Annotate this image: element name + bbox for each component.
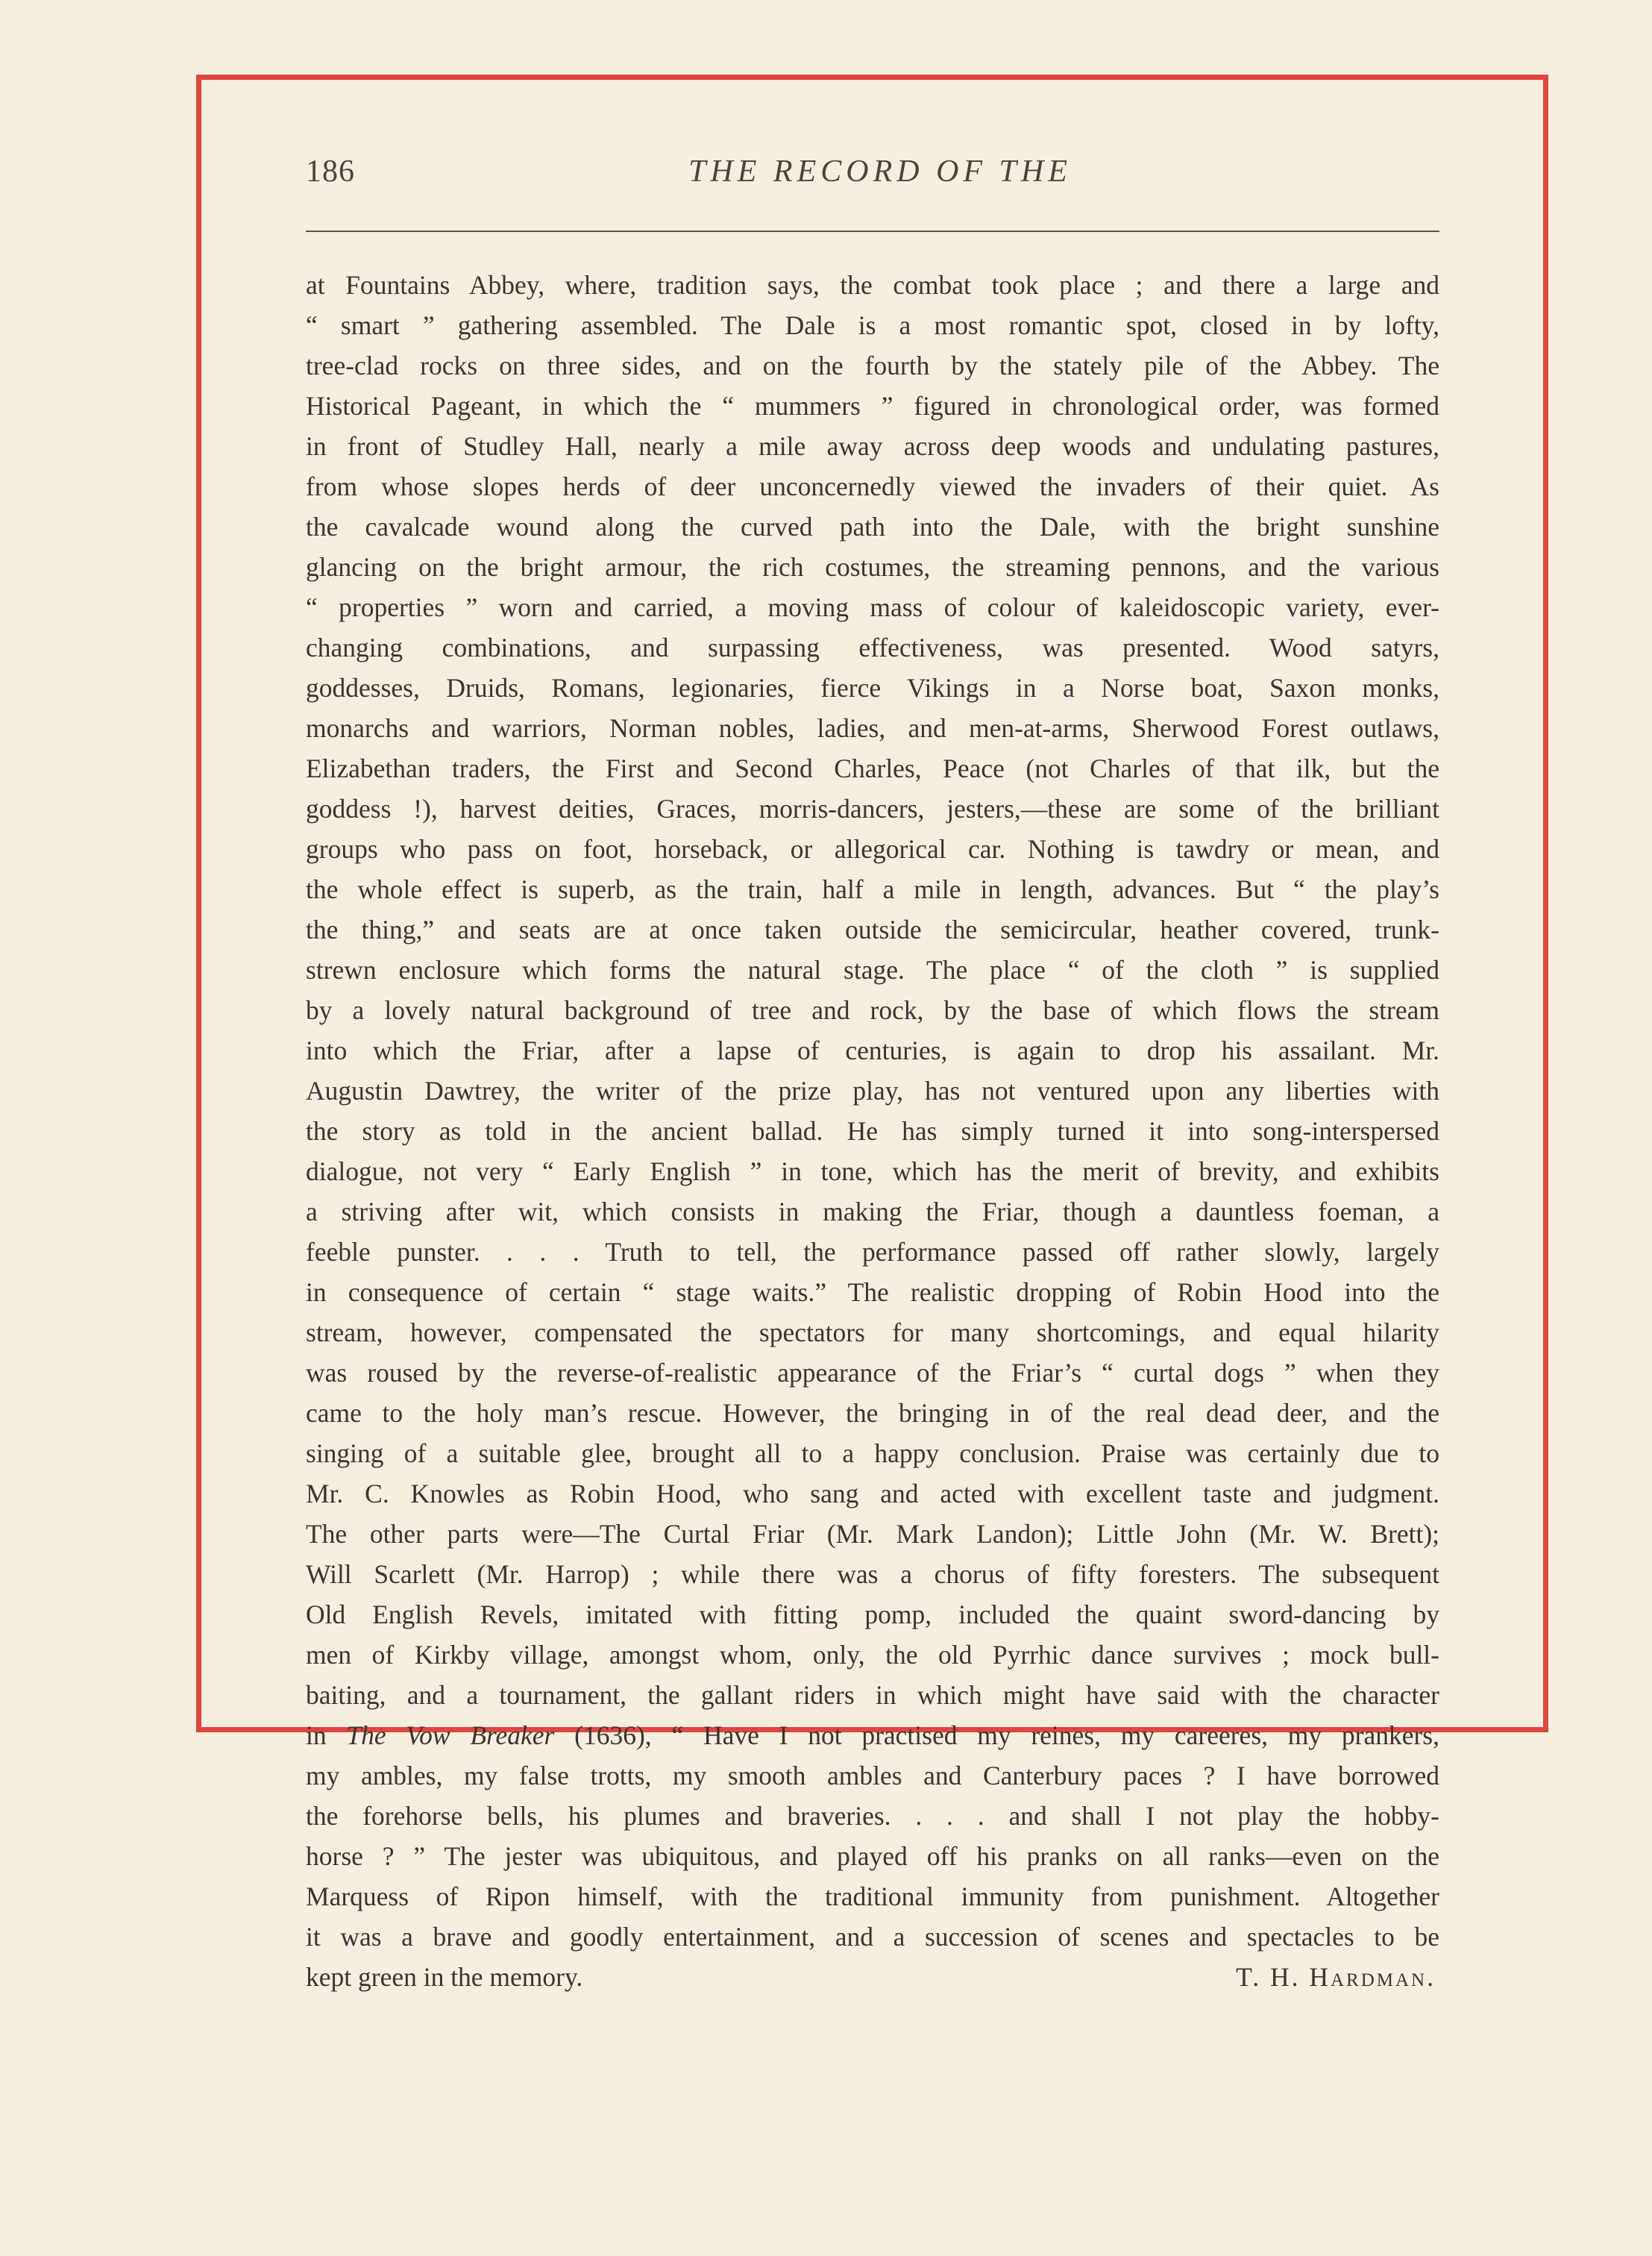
text-line: in consequence of certain “ stage waits.” The realistic dropping of Robin Hood into the	[306, 1277, 1439, 1307]
text-line: Old English Revels, imitated with fitting pomp, included the quaint sword-dancing by	[306, 1599, 1439, 1629]
text-line: goddess !), harvest deities, Graces, morris-dancers, jesters,—these are some of the brilliant	[306, 794, 1439, 824]
play-title: The Vow Breaker	[346, 1720, 555, 1750]
text-line: The other parts were—The Curtal Friar (Mr. Mark Landon); Little John (Mr. W. Brett);	[306, 1519, 1439, 1549]
running-head: THE RECORD OF THE	[688, 154, 1072, 189]
page-header	[306, 149, 1439, 201]
text-line: my ambles, my false trotts, my smooth ambles and Canterbury paces ? I have borrowed	[306, 1761, 1439, 1790]
text-line: in front of Studley Hall, nearly a mile away across deep woods and undulating pastures,	[306, 431, 1439, 461]
text-line: changing combinations, and surpassing effectiveness, was presented. Wood satyrs,	[306, 633, 1439, 662]
line-suffix: (1636), “ Have I not practised my reines, my careeres, my prankers,	[574, 1720, 1439, 1750]
text-line: at Fountains Abbey, where, tradition says, the combat took place ; and there a large and	[306, 270, 1439, 300]
text-line: glancing on the bright armour, the rich costumes, the streaming pennons, and the various	[306, 552, 1439, 582]
text-line: groups who pass on foot, horseback, or allegorical car. Nothing is tawdry or mean, and	[306, 834, 1439, 864]
text-line: Elizabethan traders, the First and Second Charles, Peace (not Charles of that ilk, but the	[306, 753, 1439, 783]
text-line: the thing,” and seats are at once taken outside the semicircular, heather covered, trunk-	[306, 915, 1439, 944]
text-line: feeble punster. . . . Truth to tell, the performance passed off rather slowly, largely	[306, 1237, 1439, 1267]
text-line: from whose slopes herds of deer unconcernedly viewed the invaders of their quiet. As	[306, 471, 1439, 501]
closing-text: kept green in the memory.	[306, 1962, 583, 1992]
text-line: into which the Friar, after a lapse of centuries, is again to drop his assailant. Mr.	[306, 1035, 1439, 1065]
text-line: singing of a suitable glee, brought all to a happy conclusion. Praise was certainly due to	[306, 1438, 1439, 1468]
text-line: strewn enclosure which forms the natural stage. The place “ of the cloth ” is supplied	[306, 955, 1439, 985]
text-line: Marquess of Ripon himself, with the traditional immunity from punishment. Altogether	[306, 1881, 1439, 1911]
closing-line	[306, 1957, 1439, 1997]
text-line: Augustin Dawtrey, the writer of the prize play, has not ventured upon any liberties with	[306, 1076, 1439, 1106]
text-line: baiting, and a tournament, the gallant riders in which might have said with the character	[306, 1680, 1439, 1710]
text-line: tree-clad rocks on three sides, and on the fourth by the stately pile of the Abbey. The	[306, 351, 1439, 380]
text-line: “ properties ” worn and carried, a moving mass of colour of kaleidoscopic variety, ever-	[306, 592, 1439, 622]
text-line: Mr. C. Knowles as Robin Hood, who sang and acted with excellent taste and judgment.	[306, 1479, 1439, 1508]
text-line: a striving after wit, which consists in making the Friar, though a dauntless foeman, a	[306, 1197, 1439, 1226]
text-line: came to the holy man’s rescue. However, the bringing in of the real dead deer, and the	[306, 1398, 1439, 1428]
article-body	[306, 265, 1439, 1997]
text-line: “ smart ” gathering assembled. The Dale is a most romantic spot, closed in by lofty,	[306, 310, 1439, 340]
text-line: the whole effect is superb, as the train, half a mile in length, advances. But “ the play’s	[306, 874, 1439, 904]
text-line: the forehorse bells, his plumes and braveries. . . . and shall I not play the hobby-	[306, 1801, 1439, 1831]
text-line-with-title	[306, 1715, 1439, 1755]
text-line: men of Kirkby village, amongst whom, only, the old Pyrrhic dance survives ; mock bull-	[306, 1640, 1439, 1670]
text-line: horse ? ” The jester was ubiquitous, and played off his pranks on all ranks—even on the	[306, 1841, 1439, 1871]
text-line: the cavalcade wound along the curved path into the Dale, with the bright sunshine	[306, 512, 1439, 542]
text-line: goddesses, Druids, Romans, legionaries, fierce Vikings in a Norse boat, Saxon monks,	[306, 673, 1439, 703]
text-line: it was a brave and goodly entertainment, and a succession of scenes and spectacles to be	[306, 1922, 1439, 1952]
author-signature: T. H. Hardman.	[1236, 1962, 1436, 1992]
text-line: dialogue, not very “ Early English ” in tone, which has the merit of brevity, and exhibits	[306, 1156, 1439, 1186]
text-line: the story as told in the ancient ballad. He has simply turned it into song-interspersed	[306, 1116, 1439, 1146]
text-line: stream, however, compensated the spectators for many shortcomings, and equal hilarity	[306, 1317, 1439, 1347]
header-rule	[306, 231, 1439, 232]
text-line: was roused by the reverse-of-realistic appearance of the Friar’s “ curtal dogs ” when they	[306, 1358, 1439, 1388]
page-number: 186	[306, 154, 355, 189]
text-line: Will Scarlett (Mr. Harrop) ; while there was a chorus of fifty foresters. The subsequent	[306, 1559, 1439, 1589]
text-line: Historical Pageant, in which the “ mummers ” figured in chronological order, was formed	[306, 391, 1439, 421]
text-line: monarchs and warriors, Norman nobles, ladies, and men-at-arms, Sherwood Forest outlaws,	[306, 713, 1439, 743]
text-line: by a lovely natural background of tree and rock, by the base of which flows the stream	[306, 995, 1439, 1025]
line-prefix: in	[306, 1720, 327, 1750]
